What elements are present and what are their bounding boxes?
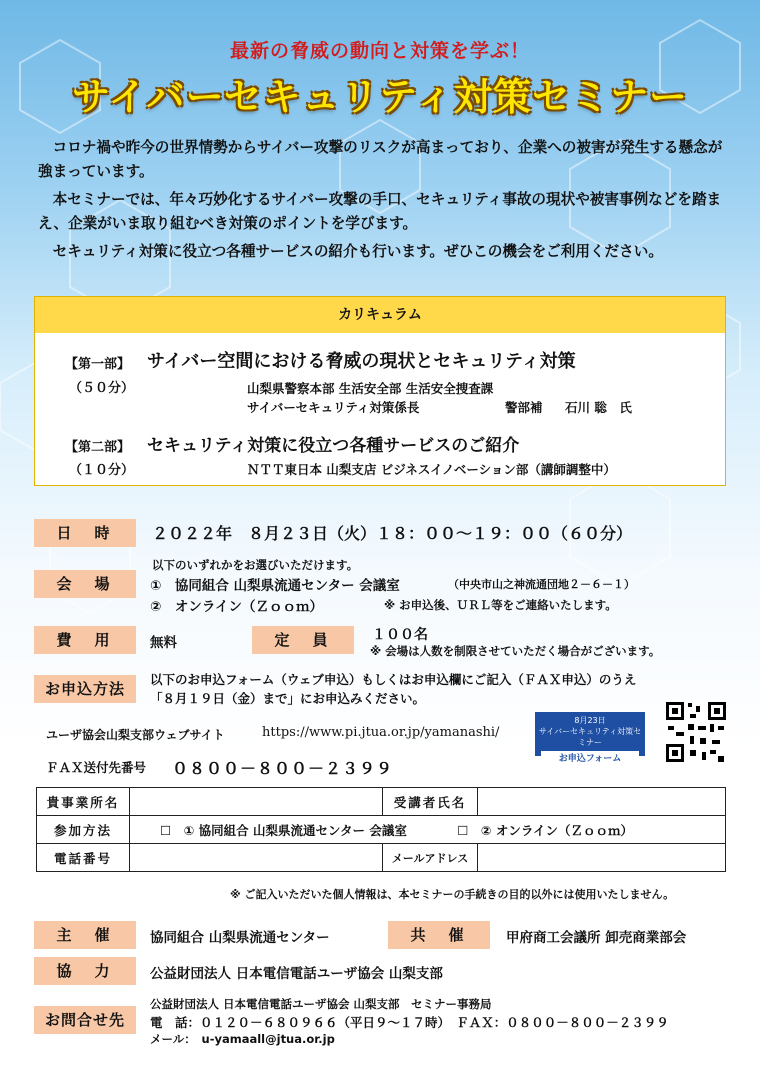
apply-text-2: 「８月１９日（金）まで」にお申込みください。: [150, 691, 426, 706]
contact-line-1: 公益財団法人 日本電信電話ユーザ協会 山梨支部 セミナー事務局: [150, 997, 492, 1011]
fee-label: 費 用: [34, 626, 136, 654]
intro-text: [38, 136, 728, 268]
support-label: 協 力: [34, 957, 136, 985]
website-url[interactable]: https://www.pi.jtua.or.jp/yamanashi/: [262, 725, 500, 740]
application-form-table: [36, 787, 726, 872]
venue-option-1: ① 協同組合 山梨県流通センター 会議室: [150, 578, 400, 594]
capacity-note: ※ 会場は人数を制限させていただく場合がございます。: [370, 644, 661, 658]
email-field[interactable]: [478, 844, 726, 872]
cohost-value: 甲府商工会議所 卸売商業部会: [506, 930, 687, 946]
method-option-online[interactable]: ☐ ② オンライン（Ｚｏｏｍ）: [457, 822, 633, 838]
intro-paragraph-1: コロナ禍や昨今の世界情勢からサイバー攻撃のリスクが高まっており、企業への被害が発生する懸念が強まっています。: [38, 139, 723, 180]
phone-label: 電話番号: [37, 844, 130, 872]
intro-paragraph-2: 本セミナーでは、年々巧妙化するサイバー攻撃の手口、セキュリティ事故の現状や被害事例などを踏まえ、企業がいま取り組むべき対策のポイントを学びます。: [38, 191, 722, 232]
capacity-label: 定 員: [252, 626, 354, 654]
intro-paragraph-3: セキュリティ対策に役立つ各種サービスの紹介も行います。ぜひこの機会をご利用ください。: [52, 243, 663, 260]
privacy-note: ※ ご記入いただいた個人情報は、本セミナーの手続きの目的以外には使用いたしません。: [230, 888, 675, 901]
venue-1-address: （中央市山之神流通団地２－６－１）: [448, 578, 635, 591]
company-field[interactable]: [130, 788, 383, 816]
contact-line-3[interactable]: メール： u-yamaall@jtua.or.jp: [150, 1032, 335, 1046]
part1-tag: 【第一部】: [65, 357, 131, 372]
apply-text-1: 以下のお申込フォーム（ウェブ申込）もしくはお申込欄にご記入（ＦＡＸ申込）のうえ: [150, 672, 637, 687]
attendee-field[interactable]: [478, 788, 726, 816]
venue-label: 会 場: [34, 570, 136, 598]
contact-line-2: 電 話：０１２０－６８０９６６（平日９～１７時） ＦＡＸ：０８００－８００－２３９９: [150, 1015, 669, 1030]
curriculum-box: [34, 296, 726, 486]
qr-code-icon[interactable]: [664, 700, 728, 764]
host-label: 主 催: [34, 921, 136, 949]
part1-speaker-name: 石川 聡 氏: [565, 400, 632, 415]
part1-title: サイバー空間における脅威の現状とセキュリティ対策: [147, 351, 576, 372]
email-label: メールアドレス: [383, 844, 478, 872]
fee-value: 無料: [150, 635, 177, 651]
part1-speaker-rank: 警部補: [505, 400, 543, 415]
venue-2-note: ※ お申込後、ＵＲＬ等をご連絡いたします。: [384, 598, 617, 612]
badge-form: お申込フォーム: [541, 751, 639, 764]
support-value: 公益財団法人 日本電信電話ユーザ協会 山梨支部: [150, 966, 443, 982]
part1-speaker-role: サイバーセキュリティ対策係長: [247, 400, 420, 415]
method-options: [130, 816, 726, 844]
badge-date: 8月23日: [574, 716, 606, 725]
apply-label: お申込方法: [34, 675, 136, 703]
datetime-label: 日 時: [34, 519, 136, 547]
application-form-badge[interactable]: [535, 712, 645, 764]
part1-speaker-org: 山梨県警察本部 生活安全部 生活安全捜査課: [247, 381, 494, 396]
fax-number: ０８００－８００－２３９９: [172, 759, 394, 778]
method-option-venue[interactable]: ☐ ① 協同組合 山梨県流通センター 会議室: [160, 822, 407, 838]
contact-label: お問合せ先: [34, 1006, 136, 1034]
badge-event: サイバーセキュリティ対策セミナー: [538, 727, 642, 747]
venue-note: 以下のいずれかをお選びいただけます。: [152, 558, 359, 572]
method-label: 参加方法: [37, 816, 130, 844]
part1-duration: （５０分）: [69, 381, 135, 396]
subtitle: 最新の脅威の動向と対策を学ぶ！: [229, 40, 530, 62]
page-title: サイバーセキュリティ対策セミナー: [71, 75, 689, 119]
venue-option-2: ② オンライン（Ｚｏｏｍ）: [150, 599, 324, 615]
part2-title: セキュリティ対策に役立つ各種サービスのご紹介: [147, 436, 520, 456]
part2-tag: 【第二部】: [65, 440, 131, 455]
phone-field[interactable]: [130, 844, 383, 872]
part2-speaker: ＮＴＴ東日本 山梨支店 ビジネスイノベーション部（講師調整中）: [247, 462, 616, 477]
cohost-label: 共 催: [388, 921, 490, 949]
curriculum-heading: カリキュラム: [35, 297, 725, 333]
capacity-value: １００名: [372, 627, 428, 643]
datetime-value: ２０２２年 ８月２３日（火）１８：００～１９：００（６０分）: [152, 524, 633, 543]
part2-duration: （１０分）: [69, 463, 135, 478]
website-label: ユーザ協会山梨支部ウェブサイト: [46, 728, 225, 742]
fax-label: ＦＡＸ送付先番号: [46, 760, 147, 775]
company-label: 貴事業所名: [37, 788, 130, 816]
host-value: 協同組合 山梨県流通センター: [150, 930, 330, 946]
attendee-label: 受講者氏名: [383, 788, 478, 816]
